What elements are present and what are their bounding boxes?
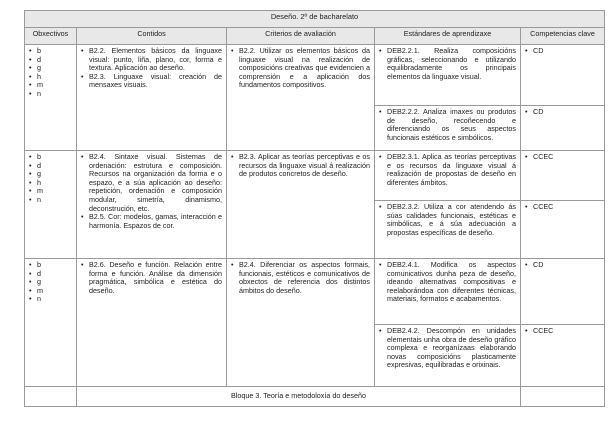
objectives-cell (25, 151, 77, 259)
objective-item: • m (29, 81, 72, 90)
objective-item: • d (29, 56, 72, 65)
content-item: • B2.3. Linguaxe visual: creación de mensaxes visuais. (81, 73, 222, 90)
contents-cell (77, 259, 227, 387)
standard-item: • DEB2.3.1. Aplica as teorías perceptivas e os recursos da linguaxe visual á realización de propostas de deseño en diferentes ámbitos. (379, 153, 516, 187)
objective-item: • n (29, 295, 72, 304)
competence-item: • CD (525, 47, 600, 56)
objectives-cell (25, 45, 77, 151)
objective-item: • g (29, 170, 72, 179)
objective-item: • n (29, 90, 72, 99)
criteria-cell (227, 45, 375, 151)
objective-item: • b (29, 261, 72, 270)
objective-item: • h (29, 179, 72, 188)
objective-item: • b (29, 47, 72, 56)
competence-item: • CD (525, 108, 600, 117)
competence-item: • CD (525, 261, 600, 270)
criteria-list (231, 261, 370, 295)
objective-item: • h (29, 73, 72, 82)
content-item: • B2.5. Cor: modelos, gamas, interacción e harmonía. Espazos de cor. (81, 213, 222, 230)
standard-item: • DEB2.2.2. Analiza imaxes ou produtos de deseño, recoñecendo e diferenciando os seus aspectos funcionais estéticos e simbólicos. (379, 108, 516, 142)
criteria-cell (227, 151, 375, 259)
objectives-cell (25, 259, 77, 387)
footer-empty-cell (25, 387, 77, 407)
competence-cell (521, 45, 605, 106)
block-title: Bloque 3. Teoría e metodoloxía do deseño (77, 387, 521, 407)
objective-item: • b (29, 153, 72, 162)
header-competences: Competencias clave (521, 28, 605, 45)
criterion-item: • B2.4. Diferenciar os aspectos formais, funcionais, estéticos e comunicativos de obxectos de referencia dos distintos ámbitos do deseño. (231, 261, 370, 295)
criteria-list (231, 153, 370, 179)
competence-cell (521, 325, 605, 387)
criteria-list (231, 47, 370, 90)
table-row (25, 259, 605, 325)
content-item: • B2.6. Deseño e función. Relación entre forma e función. Análise da dimensión pragmática, simbólica e estética do deseño. (81, 261, 222, 295)
competence-cell (521, 151, 605, 201)
content-item: • B2.2. Elementos básicos da linguaxe visual: punto, liña, plano, cor, forma e textura. Aplicación ao deseño. (81, 47, 222, 73)
standard-item: • DEB2.3.2. Utiliza a cor atendendo ás súas calidades funcionais, estéticas e simbólicas, e á súa adecuación a propostas específicas de deseño. (379, 203, 516, 237)
competence-item: • CCEC (525, 327, 600, 336)
objective-item: • d (29, 270, 72, 279)
table-row (25, 387, 605, 407)
contents-list (81, 153, 222, 230)
objectives-list (29, 153, 72, 205)
objective-item: • d (29, 162, 72, 171)
footer-empty-cell (521, 387, 605, 407)
contents-cell (77, 151, 227, 259)
objectives-list (29, 47, 72, 99)
standard-item: • DEB2.2.1. Realiza composicións gráficas, seleccionando e utilizando equilibradamente os principais elementos da linguaxe visual. (379, 47, 516, 81)
criterion-item: • B2.2. Utilizar os elementos básicos da linguaxe visual na realización de composicións creativas que evidencien a comprensión e a aplicación dos fundamentos compositivos. (231, 47, 370, 90)
curriculum-table (24, 10, 605, 407)
header-criteria: Criterios de avaliación (227, 28, 375, 45)
objective-item: • g (29, 278, 72, 287)
table-row (25, 151, 605, 201)
header-contents: Contidos (77, 28, 227, 45)
competence-cell (521, 259, 605, 325)
standard-cell (375, 259, 521, 325)
standard-item: • DEB2.4.1. Modifica os aspectos comunicativos dunha peza de deseño, ideando alternativas compositivas e reelaborándoa con diferentes técnicas, materiais, formatos e acabamentos. (379, 261, 516, 304)
objectives-list (29, 261, 72, 304)
standard-item: • DEB2.4.2. Descompón en unidades elementais unha obra de deseño gráfico complexa e reorganízaas elaborando novas composicións plasticamente expresivas, equilibradas e orixinais. (379, 327, 516, 370)
contents-cell (77, 45, 227, 151)
criterion-item: • B2.3. Aplicar as teorías perceptivas e os recursos da linguaxe visual á realización de produtos concretos de deseño. (231, 153, 370, 179)
table-title: Deseño. 2º de bacharelato (25, 11, 605, 28)
contents-list (81, 261, 222, 295)
objective-item: • n (29, 196, 72, 205)
standard-cell (375, 45, 521, 106)
header-standards: Estándares de aprendizaxe (375, 28, 521, 45)
objective-item: • g (29, 64, 72, 73)
standard-cell (375, 106, 521, 151)
header-objectives: Obxectivos (25, 28, 77, 45)
criteria-cell (227, 259, 375, 387)
contents-list (81, 47, 222, 90)
standard-cell (375, 325, 521, 387)
objective-item: • m (29, 287, 72, 296)
table-row (25, 45, 605, 106)
competence-item: • CCEC (525, 203, 600, 212)
curriculum-document (24, 10, 604, 407)
standard-cell (375, 151, 521, 201)
competence-item: • CCEC (525, 153, 600, 162)
content-item: • B2.4. Sintaxe visual. Sistemas de ordenación: estrutura e composición. Recursos na organización da forma e o espazo, e a súa aplicación ao deseño: repetición, ordenación e composición modular, simetría, dinamismo, deconstrución, etc. (81, 153, 222, 213)
competence-cell (521, 201, 605, 259)
competence-cell (521, 106, 605, 151)
standard-cell (375, 201, 521, 259)
table-body (25, 45, 605, 407)
objective-item: • m (29, 187, 72, 196)
